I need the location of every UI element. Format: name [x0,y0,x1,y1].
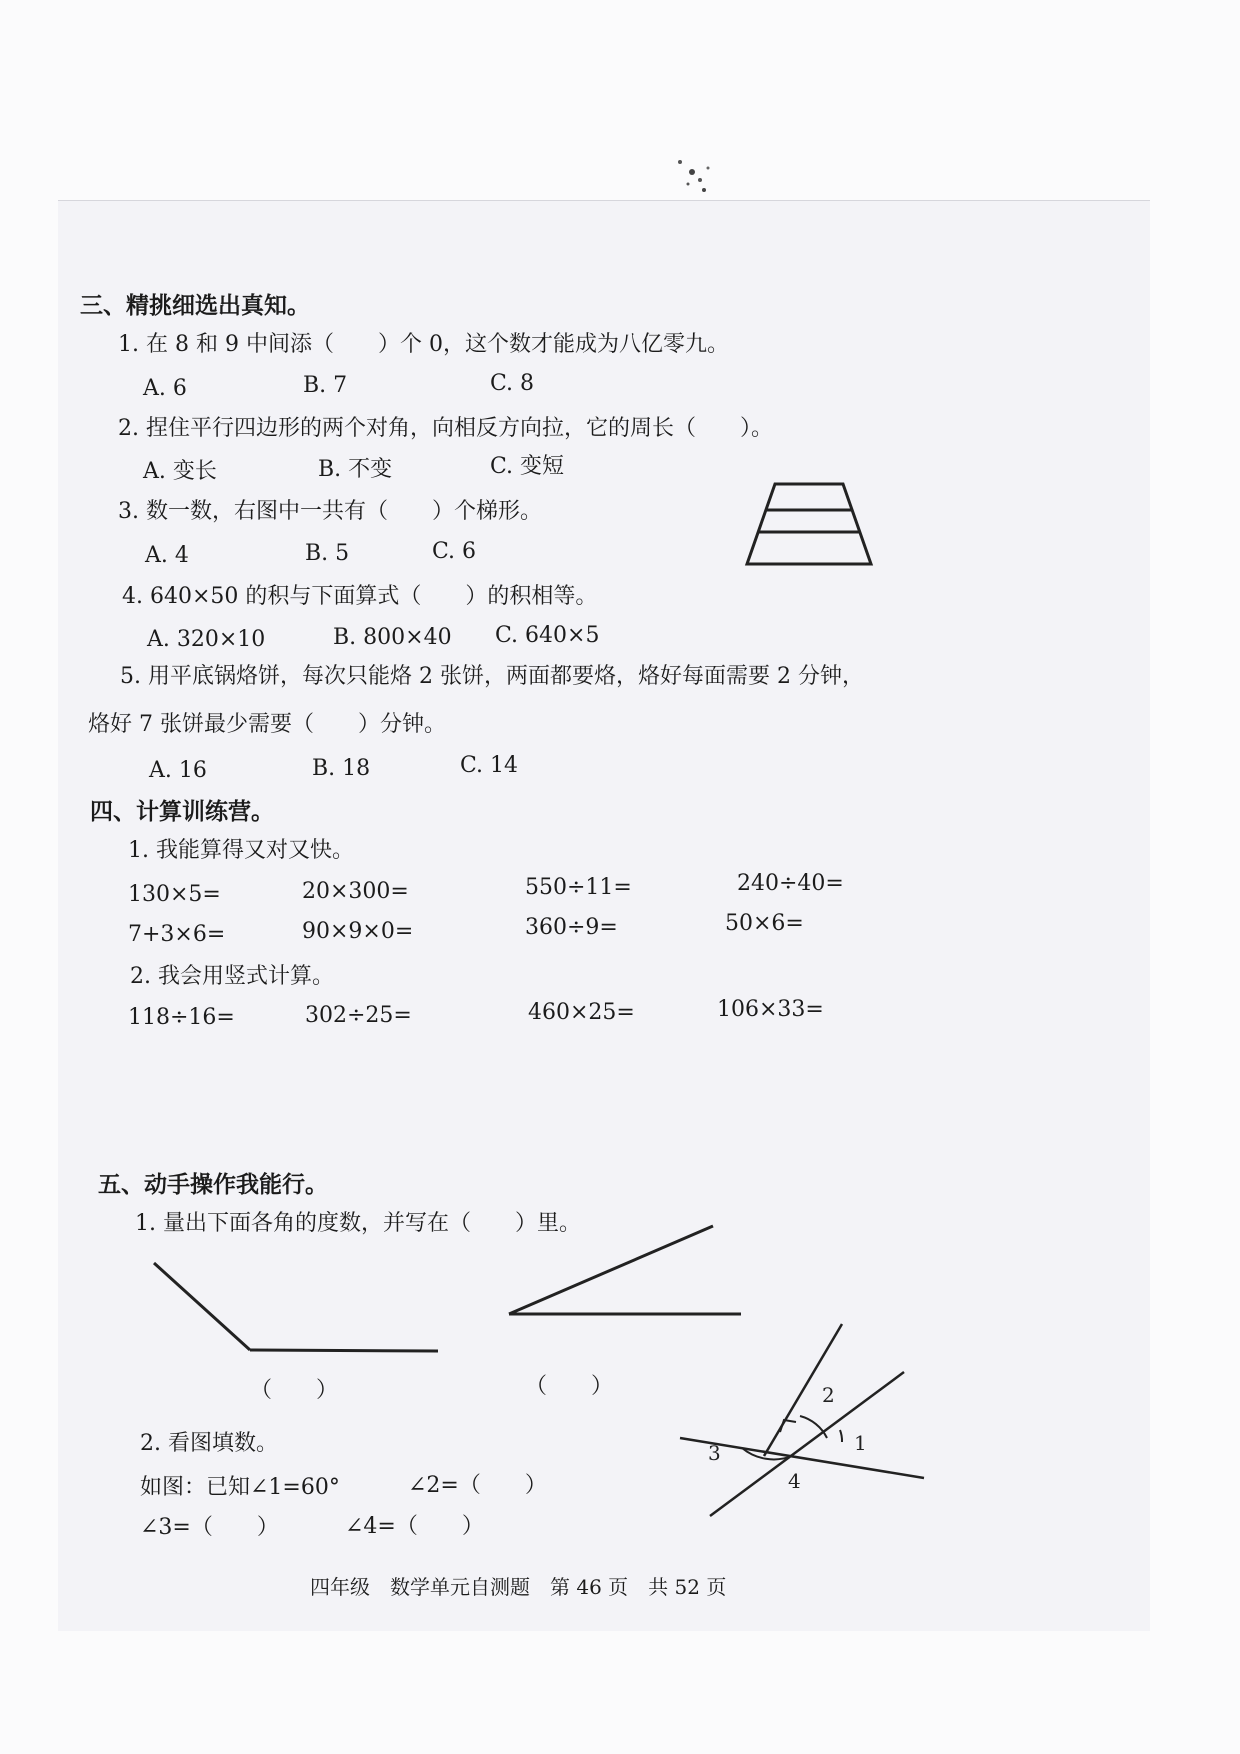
q5-text-line2: 烙好 7 张饼最少需要（ ）分钟。 [88,712,446,737]
vertical-calc-item: 460×25= [528,1000,635,1025]
trapezoid-figure [745,480,875,570]
vertical-calc-item: 106×33= [717,997,824,1022]
angle-3-answer[interactable]: ∠3=（ ） [140,1515,279,1540]
page-footer: 四年级 数学单元自测题 第 46 页 共 52 页 [310,1575,727,1599]
q2-option-c[interactable]: C. 变短 [490,454,565,479]
oral-calc-item: 50×6= [725,911,804,936]
oral-calc-item: 7+3×6= [128,922,226,947]
q4-option-b[interactable]: B. 800×40 [333,625,452,650]
q4-text: 4. 640×50 的积与下面算式（ ）的积相等。 [122,584,598,609]
q1-option-a[interactable]: A. 6 [143,376,187,401]
oral-calc-item: 20×300= [302,879,409,904]
intersecting-lines-figure [672,1320,932,1520]
vertical-calc-item: 118÷16= [128,1005,235,1030]
q5-text-line1: 5. 用平底锅烙饼，每次只能烙 2 张饼，两面都要烙，烙好每面需要 2 分钟， [120,664,864,689]
q3-option-b[interactable]: B. 5 [305,541,350,566]
q5-option-b[interactable]: B. 18 [312,756,371,781]
angle-label-1: 1 [854,1431,867,1455]
angle-2-answer[interactable]: ∠2=（ ） [408,1473,547,1498]
angle2-answer-blank[interactable]: （ ） [525,1374,614,1399]
q4-option-a[interactable]: A. 320×10 [147,627,266,652]
q1-option-c[interactable]: C. 8 [490,371,535,396]
read-figure-heading: 2. 看图填数。 [140,1431,278,1456]
q3-text: 3. 数一数，右图中一共有（ ）个梯形。 [118,499,542,524]
q5-option-c[interactable]: C. 14 [460,753,519,778]
measure-angles-heading: 1. 量出下面各角的度数，并写在（ ）里。 [135,1211,581,1236]
q5-option-a[interactable]: A. 16 [149,758,207,783]
section5-title: 五、动手操作我能行。 [98,1171,328,1198]
oral-calc-heading: 1. 我能算得又对又快。 [128,838,354,863]
angle-4-answer[interactable]: ∠4=（ ） [345,1514,484,1539]
scan-specks [660,150,740,210]
q1-text: 1. 在 8 和 9 中间添（ ）个 0，这个数才能成为八亿零九。 [118,332,729,357]
oral-calc-item: 360÷9= [525,915,618,940]
angle1-answer-blank[interactable]: （ ） [250,1378,339,1403]
section4-title: 四、计算训练营。 [90,798,274,825]
angle-label-2: 2 [822,1383,835,1407]
section3-title: 三、精挑细选出真知。 [80,292,310,319]
obtuse-angle-figure [150,1255,440,1360]
given-angle: 如图：已知∠1=60° [140,1475,340,1500]
oral-calc-item: 240÷40= [737,871,844,896]
angle-label-4: 4 [788,1469,801,1493]
q2-option-b[interactable]: B. 不变 [318,457,393,482]
vertical-calc-item: 302÷25= [305,1003,412,1028]
angle-label-3: 3 [708,1441,721,1465]
q3-option-c[interactable]: C. 6 [432,539,477,564]
q1-option-b[interactable]: B. 7 [303,373,348,398]
oral-calc-item: 90×9×0= [302,919,414,944]
q2-text: 2. 捏住平行四边形的两个对角，向相反方向拉，它的周长（ ）。 [118,416,773,441]
oral-calc-item: 550÷11= [525,875,632,900]
q2-option-a[interactable]: A. 变长 [143,459,217,484]
q4-option-c[interactable]: C. 640×5 [495,623,600,648]
acute-angle-figure [505,1222,745,1322]
q3-option-a[interactable]: A. 4 [145,543,189,568]
oral-calc-item: 130×5= [128,882,221,907]
vertical-calc-heading: 2. 我会用竖式计算。 [130,964,334,989]
